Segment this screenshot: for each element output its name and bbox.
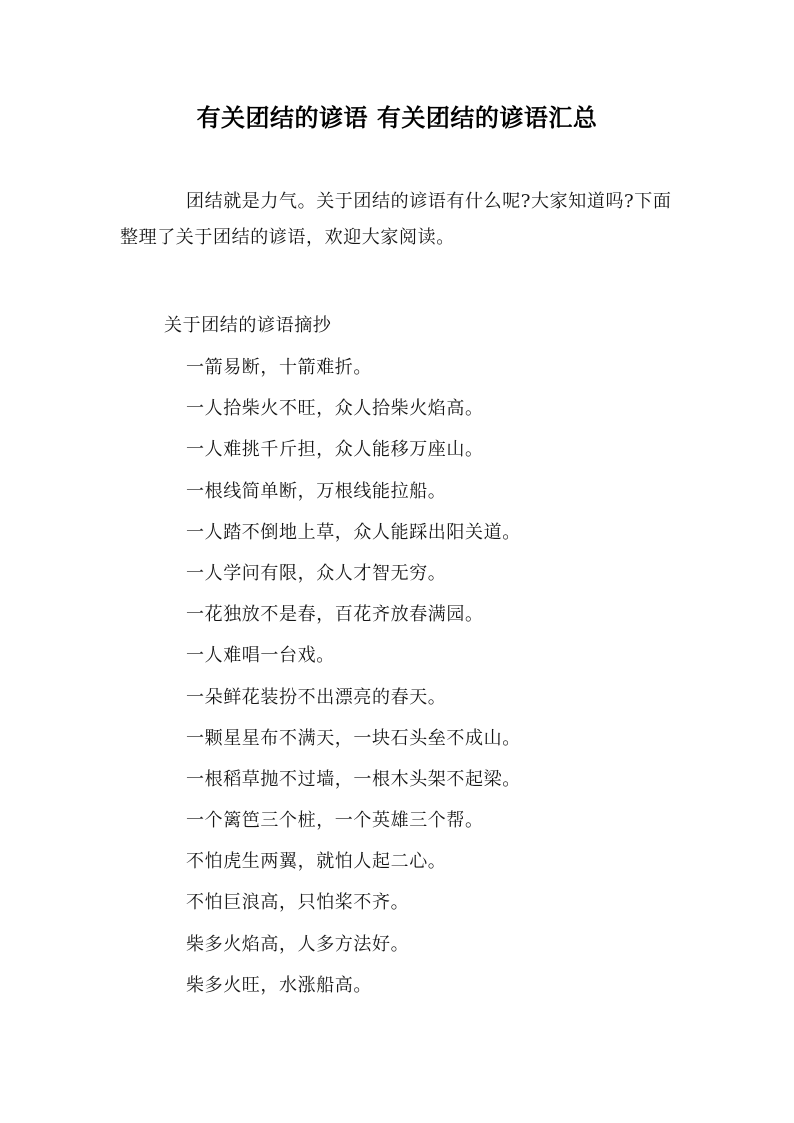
proverb-item: 一人难唱一台戏。 xyxy=(186,645,335,667)
proverb-item: 柴多火旺，水涨船高。 xyxy=(186,974,372,996)
proverb-item: 一人踏不倒地上草，众人能踩出阳关道。 xyxy=(186,521,521,543)
proverb-item: 一箭易断，十箭难折。 xyxy=(186,357,372,378)
proverb-item: 不怕虎生两翼，就怕人起二心。 xyxy=(186,851,447,873)
proverb-list xyxy=(186,354,706,1013)
proverb-item: 一人学问有限，众人才智无穷。 xyxy=(186,562,447,584)
document-title: 有关团结的谚语 有关团结的谚语汇总 xyxy=(196,104,598,132)
proverb-item: 一根稻草抛不过墙，一根木头架不起梁。 xyxy=(186,768,521,790)
section-heading: 关于团结的谚语摘抄 xyxy=(164,315,332,336)
proverb-item: 一花独放不是春，百花齐放春满园。 xyxy=(186,604,484,626)
proverb-item: 一颗星星布不满天，一块石头垒不成山。 xyxy=(186,727,521,749)
proverb-item: 不怕巨浪高，只怕桨不齐。 xyxy=(186,892,410,914)
proverb-item: 一根线简单断，万根线能拉船。 xyxy=(186,480,447,502)
proverb-item: 柴多火焰高，人多方法好。 xyxy=(186,933,410,955)
proverb-item: 一人难挑千斤担，众人能移万座山。 xyxy=(186,439,484,461)
proverb-item: 一个篱笆三个桩，一个英雄三个帮。 xyxy=(186,810,484,832)
intro-paragraph: 团结就是力气。关于团结的谚语有什么呢?大家知道吗?下面整理了关于团结的谚语，欢迎大家阅读。 xyxy=(120,191,672,248)
proverb-item: 一人拾柴火不旺，众人拾柴火焰高。 xyxy=(186,398,484,420)
proverb-item: 一朵鲜花装扮不出漂亮的春天。 xyxy=(186,686,447,708)
